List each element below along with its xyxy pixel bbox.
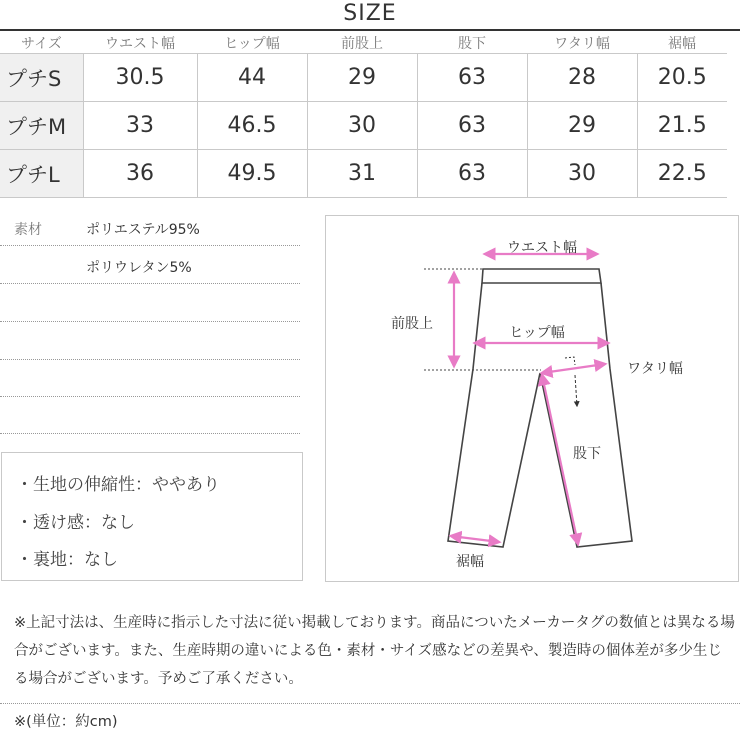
- table-cell: 28: [527, 54, 637, 102]
- table-cell: 30: [527, 150, 637, 198]
- feature-sheerness: ・透け感：なし: [16, 513, 135, 533]
- disclaimer-note: ※上記寸法は、生産時に指示した寸法に従い掲載しております。商品についたメーカータグの数値とは異なる場合がございます。また、生産時期の違いによる色・素材・サイズ感などの差異や、製造時の個体差が多少生じる場合がございます。予めご了承ください。: [14, 615, 735, 687]
- table-cell: 22.5: [637, 150, 727, 198]
- col-header-hip: ヒップ幅: [224, 35, 280, 52]
- col-header-thigh: ワタリ幅: [554, 35, 610, 52]
- table-cell: 46.5: [197, 102, 307, 150]
- material-divider: [0, 207, 300, 246]
- material-value-2: ポリウレタン5%: [86, 260, 192, 276]
- inseam-label: 股下: [573, 446, 601, 462]
- col-header-waist: ウエスト幅: [105, 35, 175, 52]
- table-row: [0, 102, 727, 150]
- table-cell: 31: [307, 150, 417, 198]
- table-cell: 63: [417, 102, 527, 150]
- material-divider: [0, 283, 300, 322]
- material-divider: [0, 395, 300, 434]
- row-size-label: プチS: [0, 54, 83, 102]
- col-header-rise: 前股上: [341, 35, 383, 52]
- pants-outline: [448, 269, 632, 547]
- unit-note: ※(単位：約cm): [14, 714, 118, 730]
- material-divider: [0, 321, 300, 360]
- title-divider: [0, 29, 740, 31]
- size-table: [0, 32, 727, 198]
- row-size-label: プチM: [0, 102, 83, 150]
- measurement-diagram: [325, 215, 739, 582]
- pants-illustration: [326, 216, 738, 581]
- table-cell: 63: [417, 150, 527, 198]
- table-cell: 33: [83, 102, 197, 150]
- table-cell: 44: [197, 54, 307, 102]
- feature-stretch: ・生地の伸縮性：ややあり: [16, 475, 220, 495]
- note-divider: [0, 703, 740, 704]
- col-header-size: サイズ: [21, 35, 62, 52]
- hem-arrow: [451, 536, 499, 542]
- table-cell: 20.5: [637, 54, 727, 102]
- table-cell: 21.5: [637, 102, 727, 150]
- table-row: [0, 150, 727, 198]
- table-cell: 29: [307, 54, 417, 102]
- table-row: [0, 54, 727, 102]
- features-box: [1, 452, 303, 581]
- hem-label: 裾幅: [456, 554, 484, 570]
- table-cell: 30.5: [83, 54, 197, 102]
- waist-label: ウエスト幅: [507, 240, 577, 256]
- table-cell: 30: [307, 102, 417, 150]
- rise-label: 前股上: [391, 316, 433, 332]
- thigh-arrow: [542, 364, 605, 373]
- col-header-hem: 裾幅: [668, 35, 696, 52]
- table-cell: 63: [417, 54, 527, 102]
- table-cell: 36: [83, 150, 197, 198]
- thigh-label: ワタリ幅: [627, 361, 683, 377]
- page-title: SIZE: [343, 1, 397, 26]
- col-header-inseam: 股下: [458, 35, 486, 52]
- table-cell: 29: [527, 102, 637, 150]
- feature-lining: ・裏地：なし: [16, 550, 118, 570]
- table-header-row: [0, 32, 727, 54]
- material-label: 素材: [14, 222, 42, 238]
- material-divider: [0, 245, 300, 284]
- table-cell: 49.5: [197, 150, 307, 198]
- material-value-1: ポリエステル95%: [86, 222, 200, 238]
- hip-label: ヒップ幅: [509, 325, 565, 341]
- material-divider: [0, 358, 300, 397]
- row-size-label: プチL: [0, 150, 83, 198]
